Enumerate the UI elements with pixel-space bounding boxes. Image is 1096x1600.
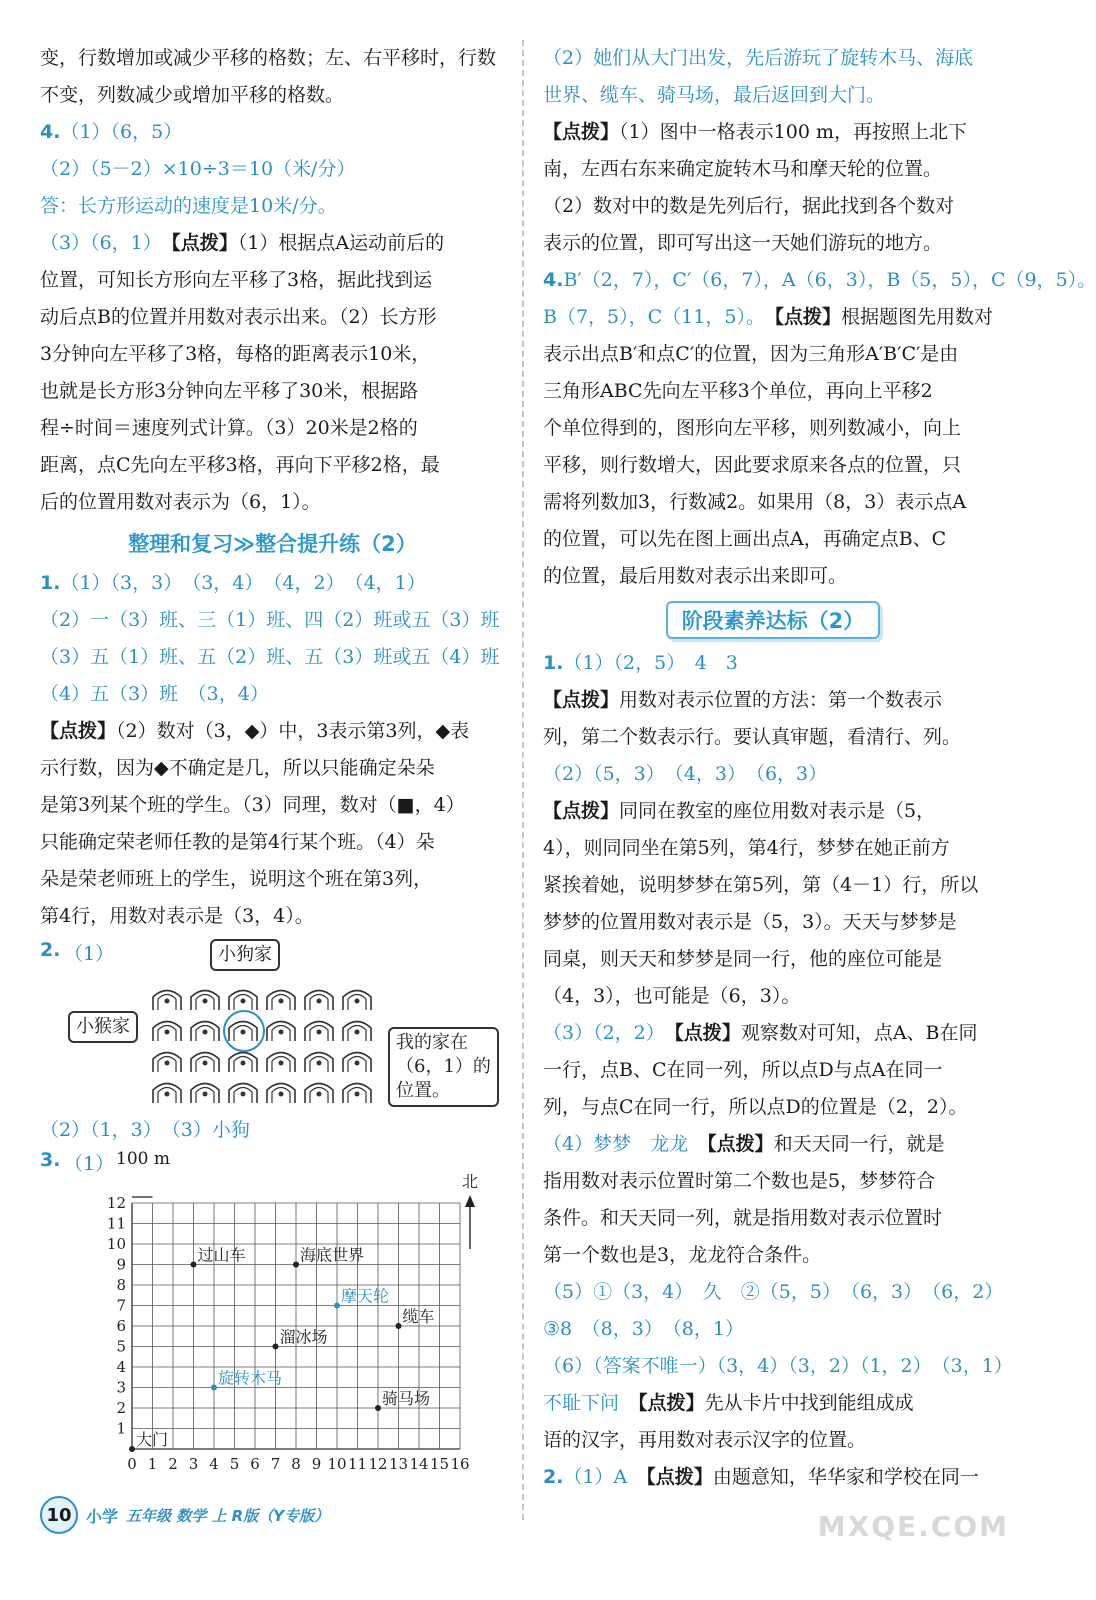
hint-text: 的位置，最后用数对表示出来即可。 bbox=[543, 565, 848, 587]
answer: （1） bbox=[64, 943, 115, 965]
house-icon bbox=[188, 1015, 224, 1045]
hint-text: 位置，可知长方形向左平移了3格，据此找到运 bbox=[40, 269, 433, 291]
answer: （3）（6，1） bbox=[40, 232, 153, 254]
left-column bbox=[40, 40, 505, 1479]
answer: B（7，5），C（11，5）。 bbox=[543, 306, 756, 328]
y-tick-label: 8 bbox=[116, 1276, 126, 1294]
page-number: 10 bbox=[40, 1496, 78, 1534]
hint-text: 列，第二个数表示行。要认真审题，看清行、列。 bbox=[543, 726, 962, 748]
hint-text: 一行，点B、C在同一列，所以点D与点A在同一 bbox=[543, 1059, 943, 1081]
house-icon bbox=[302, 1015, 338, 1045]
house-icon bbox=[226, 1077, 262, 1107]
hint-text: 指用数对表示位置时第二个数也是5，梦梦符合 bbox=[543, 1170, 936, 1192]
hint-text: 列，与点C在同一行，所以点D的位置是（2，2）。 bbox=[543, 1096, 968, 1118]
place-point bbox=[396, 1323, 402, 1329]
hint-text: （2）数对（3，◆）中，3表示第3列，◆表 bbox=[116, 720, 470, 742]
hint-text: （2）数对中的数是先列后行，据此找到各个数对 bbox=[543, 195, 955, 217]
hint-text: 同同在教室的座位用数对表示是（5， bbox=[619, 800, 936, 822]
y-tick-label: 2 bbox=[116, 1399, 126, 1417]
place-point bbox=[191, 1262, 197, 1268]
x-tick-label: 7 bbox=[270, 1455, 281, 1473]
hint-text: （1）根据点A运动前后的 bbox=[237, 232, 445, 254]
answer: （1）（6，5） bbox=[60, 121, 183, 143]
question-number: 2. bbox=[543, 1466, 564, 1488]
answer: 世界、缆车、骑马场，最后返回到大门。 bbox=[543, 84, 886, 106]
y-tick-label: 5 bbox=[116, 1337, 126, 1356]
hint-text: 用数对表示位置的方法：第一个数表示 bbox=[619, 689, 943, 711]
answer: 不耻下问 bbox=[543, 1392, 620, 1414]
y-tick-label: 12 bbox=[106, 1194, 126, 1212]
answer: （1）（2，5） 4 3 bbox=[563, 652, 738, 674]
place-point bbox=[375, 1405, 381, 1411]
hint-tag: 【 点拨 】 bbox=[171, 232, 238, 254]
hint-tag: 【 点拨 】 bbox=[543, 800, 619, 822]
hint-text: 表示出点B′和点C′的位置，因为三角形A′B′C′是由 bbox=[543, 343, 959, 365]
answer: （4）梦梦 龙龙 bbox=[543, 1133, 689, 1155]
hint-text: 示行数，因为◆不确定是几，所以只能确定朵朵 bbox=[40, 757, 435, 779]
house-icon bbox=[264, 1046, 300, 1076]
page-footer bbox=[40, 1496, 329, 1534]
answer: （2）一（3）班、三（1）班、四（2）班或五（3）班 bbox=[40, 609, 500, 631]
place-label: 缆车 bbox=[402, 1307, 435, 1326]
hint-text: 南，左西右东来确定旋转木马和摩天轮的位置。 bbox=[543, 158, 943, 180]
section-title: 整理和复习≫整合提升练（2） bbox=[128, 532, 417, 556]
scale-label: 100 m bbox=[116, 1149, 170, 1169]
house-icon bbox=[264, 984, 300, 1014]
hint-text: （1）图中一格表示100 m，再按照上北下 bbox=[619, 121, 967, 143]
hint-text: 朵是荣老师班上的学生，说明这个班在第3列， bbox=[40, 868, 433, 890]
text-line: 变，行数增加或减少平移的格数；左、右平移时，行数 bbox=[40, 47, 497, 69]
y-tick-label: 10 bbox=[106, 1235, 126, 1253]
watermark: MXQE.COM bbox=[817, 1510, 1009, 1543]
answer: （3）（2，2） bbox=[543, 1022, 656, 1044]
hint-text: 需将列数加3，行数减2。如果用（8，3）表示点A bbox=[543, 491, 967, 513]
place-label: 海底世界 bbox=[300, 1245, 365, 1265]
house-icon bbox=[264, 1077, 300, 1107]
house-icon bbox=[302, 1046, 338, 1076]
x-tick-label: 1 bbox=[147, 1455, 158, 1473]
park-map bbox=[40, 1149, 505, 1479]
y-tick-label: 3 bbox=[116, 1378, 126, 1397]
place-point bbox=[334, 1303, 340, 1309]
house-icon bbox=[150, 1046, 186, 1076]
hint-text: 第一个数也是3，龙龙符合条件。 bbox=[543, 1244, 822, 1266]
answer: B′（2，7），C′（6，7），A（6，3），B（5，5），C（9，5）。 bbox=[563, 269, 1096, 291]
brand-logo: 小学 bbox=[86, 1506, 119, 1526]
hint-text: 平移，则行数增大，因此要求原来各点的位置，只 bbox=[543, 454, 962, 476]
place-label: 旋转木马 bbox=[218, 1368, 283, 1388]
hint-tag: 【 点拨 】 bbox=[638, 1392, 705, 1414]
question-number: 2. bbox=[40, 939, 61, 961]
house-icon bbox=[188, 984, 224, 1014]
north-arrow-head bbox=[465, 1195, 475, 1207]
answer: （5）①（3，4） 久 ②（5，5） （6，3） （6，2） bbox=[543, 1281, 1004, 1303]
hint-text: 3分钟向左平移了3格，每格的距离表示10米， bbox=[40, 343, 431, 365]
hint-text: 的位置，可以先在图上画出点A，再确定点B、C bbox=[543, 528, 947, 550]
hint-text: 后的位置用数对表示为（6，1）。 bbox=[40, 491, 321, 513]
house-icon bbox=[340, 1077, 376, 1107]
x-tick-label: 14 bbox=[409, 1455, 429, 1473]
hint-text: 先从卡片中找到能组成成 bbox=[704, 1392, 914, 1414]
y-tick-label: 1 bbox=[116, 1419, 126, 1438]
place-label: 骑马场 bbox=[382, 1389, 431, 1408]
x-tick-label: 12 bbox=[368, 1455, 388, 1473]
hint-text: 程÷时间＝速度列式计算。（3）20米是2格的 bbox=[40, 417, 418, 439]
x-tick-label: 3 bbox=[188, 1455, 199, 1473]
y-tick-label: 6 bbox=[116, 1317, 126, 1335]
y-tick-label: 7 bbox=[116, 1296, 126, 1315]
x-tick-label: 0 bbox=[127, 1455, 137, 1473]
hint-text: 和天天同一行，就是 bbox=[773, 1133, 945, 1155]
x-tick-label: 4 bbox=[209, 1455, 219, 1473]
hint-text: 同桌，则天天和梦梦是同一行，他的座位可能是 bbox=[543, 948, 943, 970]
answer: ③8 （8，3） （8，1） bbox=[543, 1318, 744, 1340]
dog-home-label: 小狗家 bbox=[210, 939, 280, 971]
place-point bbox=[211, 1385, 217, 1391]
y-tick-label: 4 bbox=[116, 1358, 126, 1376]
answer: （1） bbox=[64, 1153, 115, 1175]
hint-tag: 【 点拨 】 bbox=[543, 121, 619, 143]
hint-text: 根据题图先用数对 bbox=[841, 306, 994, 328]
hint-text: 表示的位置，即可写出这一天她们游玩的地方。 bbox=[543, 232, 943, 254]
place-point bbox=[129, 1446, 135, 1452]
house-icon bbox=[302, 984, 338, 1014]
x-tick-label: 2 bbox=[168, 1455, 178, 1473]
question-number: 4. bbox=[543, 269, 564, 291]
my-home-bubble: 我的家在 （6，1）的 位置。 bbox=[388, 1027, 499, 1107]
hint-text: 个单位得到的，图形向左平移，则列数减小，向上 bbox=[543, 417, 962, 439]
question-number: 3. bbox=[40, 1149, 61, 1171]
hint-text: 观察数对可知，点A、B在同 bbox=[740, 1022, 978, 1044]
question-number: 1. bbox=[40, 572, 61, 594]
answer: （2）（5，3） （4，3） （6，3） bbox=[543, 763, 828, 785]
answer: （4）五（3）班 （3，4） bbox=[40, 683, 269, 705]
answer: （2）她们从大门出发，先后游玩了旋转木马、海底 bbox=[543, 47, 974, 69]
x-tick-label: 16 bbox=[450, 1455, 470, 1473]
book-info: 五年级 数学 上 R版（Y专版） bbox=[126, 1506, 330, 1525]
y-tick-label: 9 bbox=[116, 1255, 126, 1274]
hint-text: 只能确定荣老师任教的是第4行某个班。（4）朵 bbox=[40, 831, 435, 853]
section-title: 阶段素养达标（2） bbox=[543, 595, 1003, 645]
house-icon bbox=[188, 1046, 224, 1076]
x-tick-label: 6 bbox=[250, 1455, 260, 1473]
hint-tag: 【 点拨 】 bbox=[674, 1022, 741, 1044]
hint-tag: 【 点拨 】 bbox=[543, 689, 619, 711]
houses-figure bbox=[40, 939, 505, 1114]
x-tick-label: 10 bbox=[327, 1455, 347, 1473]
question-number: 4. bbox=[40, 121, 61, 143]
house-icon bbox=[150, 984, 186, 1014]
right-column bbox=[543, 40, 1096, 1496]
answer: （3）五（1）班、五（2）班、五（3）班或五（4）班 bbox=[40, 646, 500, 668]
hint-text: 三角形ABC先向左平移3个单位，再向上平移2 bbox=[543, 380, 933, 402]
house-icon bbox=[264, 1015, 300, 1045]
text-line: 不变，列数减少或增加平移的格数。 bbox=[40, 84, 345, 106]
answer: （2）（1，3） （3）小狗 bbox=[40, 1119, 250, 1141]
place-label: 溜冰场 bbox=[279, 1327, 328, 1347]
house-icon bbox=[150, 1015, 186, 1045]
house-icon bbox=[188, 1077, 224, 1107]
hint-text: （4，3），也可能是（6，3）。 bbox=[543, 985, 801, 1007]
hint-tag: 【 点拨 】 bbox=[707, 1133, 774, 1155]
answer: （1）（3，3） （3，4） （4，2） （4，1） bbox=[60, 572, 426, 594]
y-tick-label: 11 bbox=[106, 1214, 126, 1233]
hint-text: 第4行，用数对表示是（3，4）。 bbox=[40, 905, 314, 927]
place-label: 过山车 bbox=[197, 1245, 246, 1265]
house-icon bbox=[340, 1015, 376, 1045]
house-icon bbox=[340, 984, 376, 1014]
hint-text: 是第3列某个班的学生。（3）同理，数对（■，4） bbox=[40, 794, 465, 816]
hint-tag: 【 点拨 】 bbox=[774, 306, 841, 328]
monkey-home-label: 小猴家 bbox=[68, 1011, 138, 1043]
place-label: 大门 bbox=[136, 1430, 169, 1449]
column-divider bbox=[522, 40, 524, 1520]
hint-tag: 【 点拨 】 bbox=[40, 720, 116, 742]
map-grid bbox=[40, 1149, 505, 1479]
answer: （2）（5－2）×10÷3＝10（米/分） bbox=[40, 158, 356, 180]
hint-text: 4），则同同坐在第5列，第4行，梦梦在她正前方 bbox=[543, 837, 950, 859]
place-label: 摩天轮 bbox=[341, 1286, 390, 1306]
answer: （1）A bbox=[563, 1466, 628, 1488]
hint-text: 梦梦的位置用数对表示是（5，3）。天天与梦梦是 bbox=[543, 911, 957, 933]
hint-text: 紧挨着她，说明梦梦在第5列，第（4－1）行，所以 bbox=[543, 874, 979, 896]
x-tick-label: 5 bbox=[229, 1455, 240, 1473]
hint-text: 也就是长方形3分钟向左平移了30米，根据路 bbox=[40, 380, 419, 402]
house-icon bbox=[302, 1077, 338, 1107]
x-tick-label: 15 bbox=[429, 1455, 450, 1473]
question-number: 1. bbox=[543, 652, 564, 674]
hint-text: 动后点B的位置并用数对表示出来。（2）长方形 bbox=[40, 306, 437, 328]
answer: （6）（答案不唯一）（3，4）（3，2）（1，2） （3，1） bbox=[543, 1355, 1013, 1377]
answer: 答：长方形运动的速度是10米/分。 bbox=[40, 195, 337, 217]
hint-text: 由题意知，华华家和学校在同一 bbox=[712, 1466, 979, 1488]
hint-text: 语的汉字，再用数对表示汉字的位置。 bbox=[543, 1429, 867, 1451]
north-label: 北 bbox=[461, 1172, 479, 1191]
place-point bbox=[273, 1344, 279, 1350]
hint-text: 距离，点C先向左平移3格，再向下平移2格，最 bbox=[40, 454, 440, 476]
highlight-circle bbox=[223, 1010, 265, 1052]
x-tick-label: 11 bbox=[347, 1455, 368, 1473]
hint-tag: 【 点拨 】 bbox=[646, 1466, 713, 1488]
place-point bbox=[293, 1262, 299, 1268]
x-tick-label: 13 bbox=[388, 1455, 409, 1473]
house-icon bbox=[150, 1077, 186, 1107]
x-tick-label: 8 bbox=[291, 1455, 301, 1473]
hint-text: 条件。和天天同一列，就是指用数对表示位置时 bbox=[543, 1207, 943, 1229]
x-tick-label: 9 bbox=[311, 1455, 322, 1473]
house-icon bbox=[340, 1046, 376, 1076]
